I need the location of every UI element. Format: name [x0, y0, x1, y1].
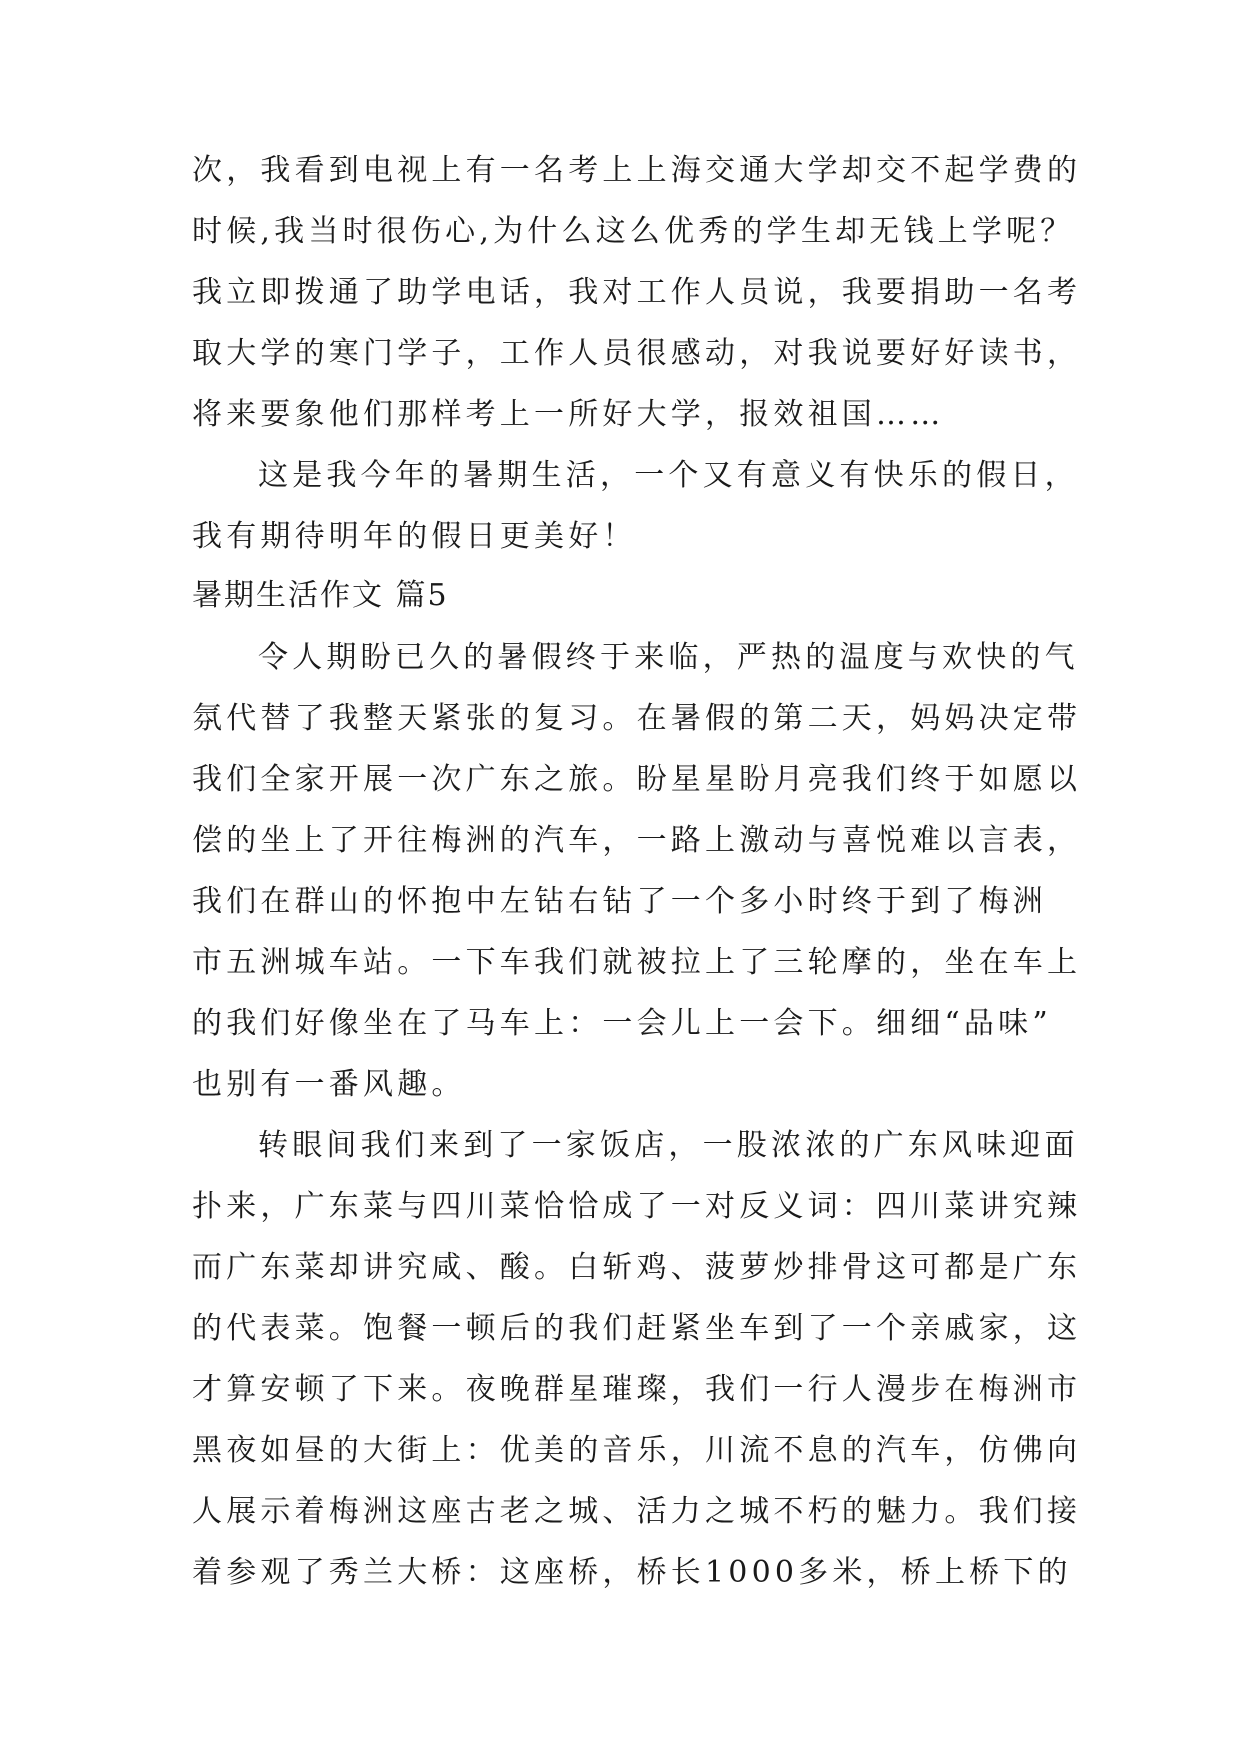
text-line: 次，我看到电视上有一名考上上海交通大学却交不起学费的 [192, 153, 1082, 188]
text-line: 黑夜如昼的大街上：优美的音乐，川流不息的汽车，仿佛向 [192, 1433, 1082, 1468]
text-line: 的我们好像坐在了马车上：一会儿上一会下。细细“品味” [192, 1006, 1052, 1041]
text-line: 氛代替了我整天紧张的复习。在暑假的第二天，妈妈决定带 [192, 701, 1082, 736]
section-heading: 暑期生活作文 篇5 [192, 578, 449, 613]
text-line: 时候,我当时很伤心,为什么这么优秀的学生却无钱上学呢？ [192, 214, 1075, 249]
text-line: 的代表菜。饱餐一顿后的我们赶紧坐车到了一个亲戚家，这 [192, 1311, 1082, 1346]
text-line: 令人期盼已久的暑假终于来临，严热的温度与欢快的气 [258, 640, 1079, 675]
text-line: 偿的坐上了开往梅洲的汽车，一路上激动与喜悦难以言表， [192, 823, 1082, 858]
text-line: 这是我今年的暑期生活，一个又有意义有快乐的假日， [258, 458, 1079, 493]
text-line: 才算安顿了下来。夜晚群星璀璨，我们一行人漫步在梅洲市 [192, 1372, 1082, 1407]
text-line: 取大学的寒门学子，工作人员很感动，对我说要好好读书， [192, 336, 1082, 371]
text-line: 我有期待明年的假日更美好！ [192, 519, 637, 554]
text-line: 转眼间我们来到了一家饭店，一股浓浓的广东风味迎面 [258, 1128, 1079, 1163]
text-line: 我们在群山的怀抱中左钻右钻了一个多小时终于到了梅洲 [192, 884, 1047, 919]
text-line: 市五洲城车站。一下车我们就被拉上了三轮摩的，坐在车上 [192, 945, 1082, 980]
text-line: 着参观了秀兰大桥：这座桥，桥长1000多米，桥上桥下的 [192, 1555, 1072, 1590]
text-line: 也别有一番风趣。 [192, 1067, 466, 1102]
text-line: 将来要象他们那样考上一所好大学，报效祖国…… [192, 397, 945, 432]
text-line: 我们全家开展一次广东之旅。盼星星盼月亮我们终于如愿以 [192, 762, 1082, 797]
text-line: 而广东菜却讲究咸、酸。白斩鸡、菠萝炒排骨这可都是广东 [192, 1250, 1082, 1285]
text-line: 我立即拨通了助学电话，我对工作人员说，我要捐助一名考 [192, 275, 1082, 310]
text-line: 人展示着梅洲这座古老之城、活力之城不朽的魅力。我们接 [192, 1494, 1082, 1529]
text-line: 扑来，广东菜与四川菜恰恰成了一对反义词：四川菜讲究辣 [192, 1189, 1082, 1224]
